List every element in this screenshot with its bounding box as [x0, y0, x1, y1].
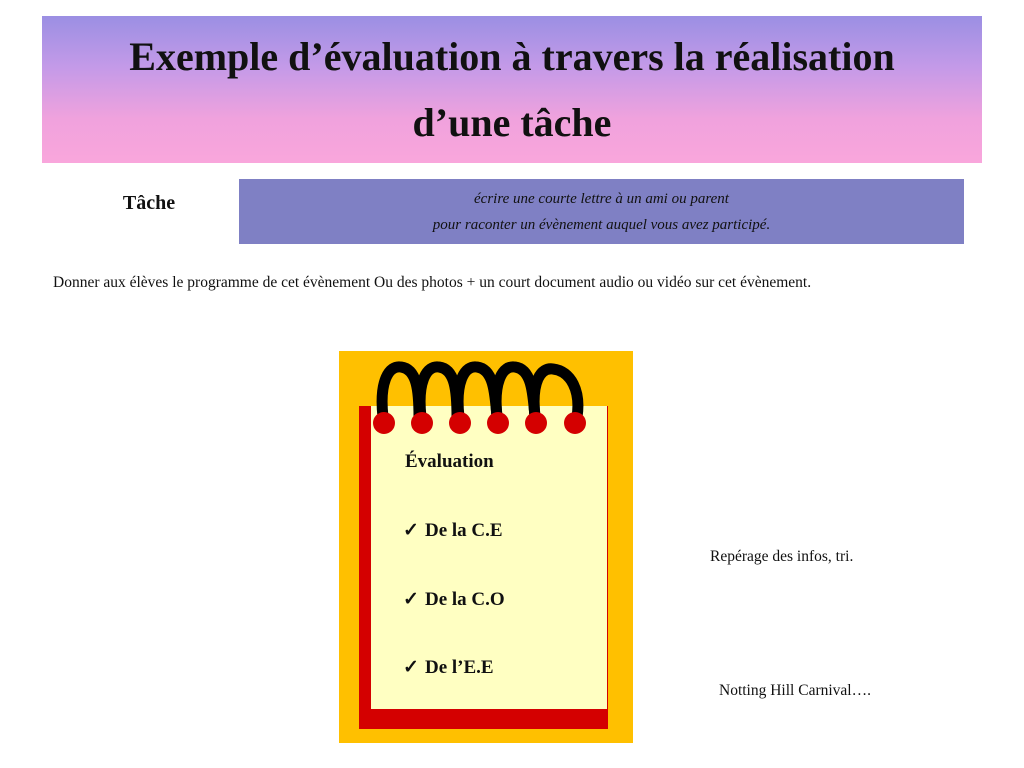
evaluation-item-ee: ✓ De l’E.E — [403, 657, 494, 678]
side-note-reperage: Repérage des infos, tri. — [710, 548, 854, 565]
side-note-notting-hill: Notting Hill Carnival…. — [719, 682, 871, 699]
task-description-box — [239, 179, 964, 244]
instruction-text: Donner aux élèves le programme de cet évènement Ou des photos + un court document audio ou vidéo sur cet évènement. — [53, 274, 812, 291]
checkmark-icon: ✓ — [403, 657, 419, 678]
evaluation-item-co: ✓ De la C.O — [403, 589, 505, 610]
evaluation-item-ce: ✓ De la C.E — [403, 520, 503, 541]
checkmark-icon: ✓ — [403, 520, 419, 541]
notepad-illustration — [339, 351, 633, 743]
task-label: Tâche — [122, 192, 176, 214]
slide-title-line-1: Exemple d’évaluation à travers la réalisation — [129, 33, 895, 79]
notepad-spiral-icon — [339, 351, 633, 451]
task-description-line-1: écrire une courte lettre à un ami ou parent — [474, 190, 729, 207]
task-description-line-2: pour raconter un évènement auquel vous avez participé. — [432, 216, 771, 233]
evaluation-heading: Évaluation — [405, 451, 494, 472]
slide-title-line-2: d’une tâche — [412, 99, 612, 145]
checkmark-icon: ✓ — [403, 589, 419, 610]
title-banner — [42, 16, 982, 163]
